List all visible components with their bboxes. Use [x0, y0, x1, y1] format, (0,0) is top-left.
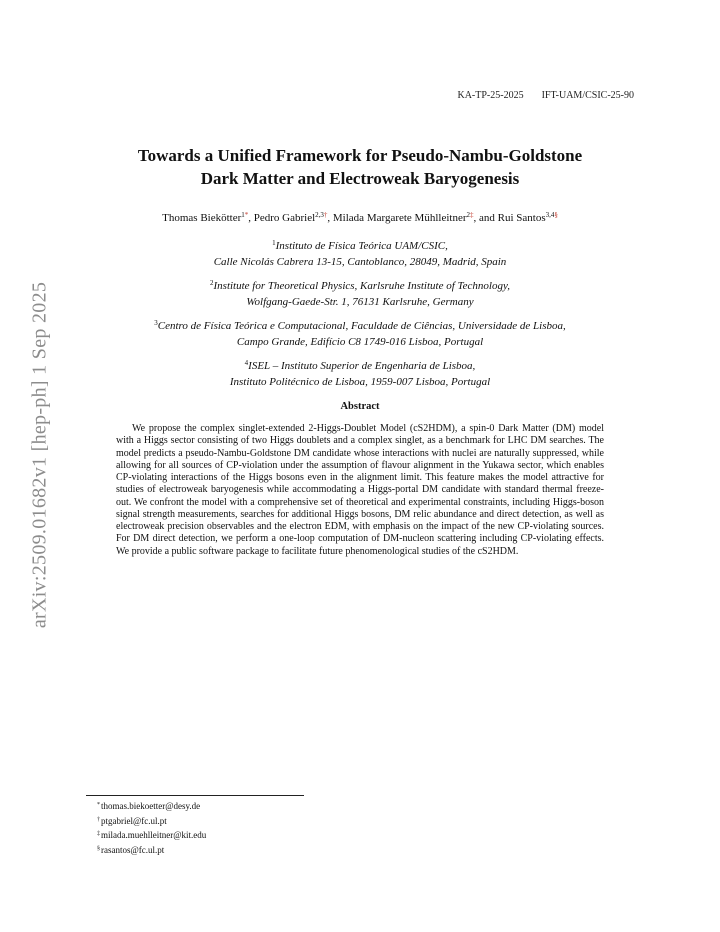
affiliation-line: Instituto Politécnico de Lisboa, 1959-007 Lisboa, Portugal [229, 375, 491, 388]
author-name: Rui Santos [497, 212, 546, 224]
footnote-mark: * [97, 802, 100, 808]
affiliation-number: 2 [210, 279, 214, 287]
paper-title [100, 144, 620, 190]
footnote-email[interactable]: rasantos@fc.ul.pt [101, 844, 165, 855]
footnote [97, 799, 206, 814]
affiliation [80, 276, 640, 310]
affiliation-line: Instituto de Física Teórica UAM/CSIC, [275, 240, 448, 252]
footnote-rule [86, 795, 304, 796]
footnote-mark: § [97, 845, 100, 852]
affiliation-line: Campo Grande, Edifício C8 1749-016 Lisboa, Portugal [236, 335, 484, 348]
author-separator: , and [473, 212, 498, 224]
author-affiliation-ref: 2‡ [466, 211, 474, 219]
author-name: Milada Margarete Mühlleitner [332, 212, 467, 224]
author-affiliation-ref: 2,3† [315, 211, 328, 219]
footnote [97, 814, 206, 829]
author-name: Thomas Biekötter [162, 212, 242, 224]
abstract-text: We propose the complex singlet-extended 2-Higgs-Doublet Model (cS2HDM), a spin-0 Dark Matter (DM) model with a Higgs sector consisting of two Higgs doublets and a complex singlet, as a benchmark for LHC DM searches. The model predicts a pseudo-Nambu-Goldstone DM candidate whose interactions with nuclei are naturally suppressed, while allowing for all sources of CP-violation under the assumption of flavour alignment in the Yukawa sector, which enables CP-violating interactions of the Higgs bosons even in the alignment limit. This feature makes the model attractive for studies of electroweak baryogenesis while accommodating a Higgs-portal DM candidate with standard thermal freeze-out. We confront the model with a comprehensive set of theoretical and experimental constraints, including Higgs-boson signal strength measurements, searches for additional Higgs bosons, DM relic abundance and direct detection, as well as electroweak precision observables and the electron EDM, with emphasis on the impact of the new CP-violating sources. For DM direct detection, we perform a one-loop computation of DM-nucleon scattering including CP-violating effects. We provide a public software package to facilitate future phenomenological studies of the cS2HDM. [116, 423, 604, 557]
affiliation [80, 356, 640, 390]
affiliation-line: ISEL – Instituto Superior de Engenharia de Lisboa, [248, 360, 476, 372]
footnote-marker[interactable]: § [554, 211, 558, 219]
footnote-marker[interactable]: * [244, 211, 249, 219]
author-affiliation-ref: 1* [241, 211, 249, 219]
footnote-email[interactable]: thomas.biekoetter@desy.de [101, 801, 201, 811]
report-numbers [457, 90, 634, 101]
affiliation-line: Centro de Física Teórica e Computacional, Faculdade de Ciências, Universidade de Lisboa, [157, 320, 566, 332]
affiliation-line: Wolfgang-Gaede-Str. 1, 76131 Karlsruhe, Germany [246, 295, 474, 308]
affiliation [80, 316, 640, 350]
footnote-email[interactable]: milada.muehlleitner@kit.edu [101, 830, 207, 840]
affiliation-number: 1 [272, 239, 276, 247]
abstract-heading: Abstract [340, 401, 380, 412]
title-line: Dark Matter and Electroweak Baryogenesis [200, 169, 520, 188]
arxiv-stamp: arXiv:2509.01682v1 [hep-ph] 1 Sep 2025 [28, 281, 51, 629]
author-list [90, 211, 630, 224]
affiliation-line: Calle Nicolás Cabrera 13-15, Cantoblanco, 28049, Madrid, Spain [213, 255, 507, 268]
footnote-email[interactable]: ptgabriel@fc.ul.pt [101, 815, 167, 826]
footnote [97, 828, 206, 843]
affiliation [80, 236, 640, 270]
author-affiliation-ref: 3,4§ [545, 211, 558, 219]
author-name: Pedro Gabriel [253, 212, 316, 224]
footnote-marker[interactable]: ‡ [470, 211, 474, 219]
footnote-mark: † [97, 816, 100, 823]
affiliation-number: 4 [244, 359, 249, 367]
report-number: IFT-UAM/CSIC-25-90 [541, 90, 634, 101]
title-line: Towards a Unified Framework for Pseudo-Nambu-Goldstone [137, 146, 583, 165]
affiliation-line: Institute for Theoretical Physics, Karlsruhe Institute of Technology, [213, 280, 510, 292]
report-number: KA-TP-25-2025 [457, 90, 524, 101]
footnote-mark: ‡ [97, 831, 100, 837]
footnote-marker[interactable]: † [323, 211, 328, 219]
footnote-list [97, 799, 206, 857]
footnote [97, 843, 206, 858]
author-separator: , [248, 212, 254, 224]
affiliation-number: 3 [154, 319, 158, 327]
author-separator: , [327, 212, 333, 224]
affiliation-list [80, 236, 640, 396]
